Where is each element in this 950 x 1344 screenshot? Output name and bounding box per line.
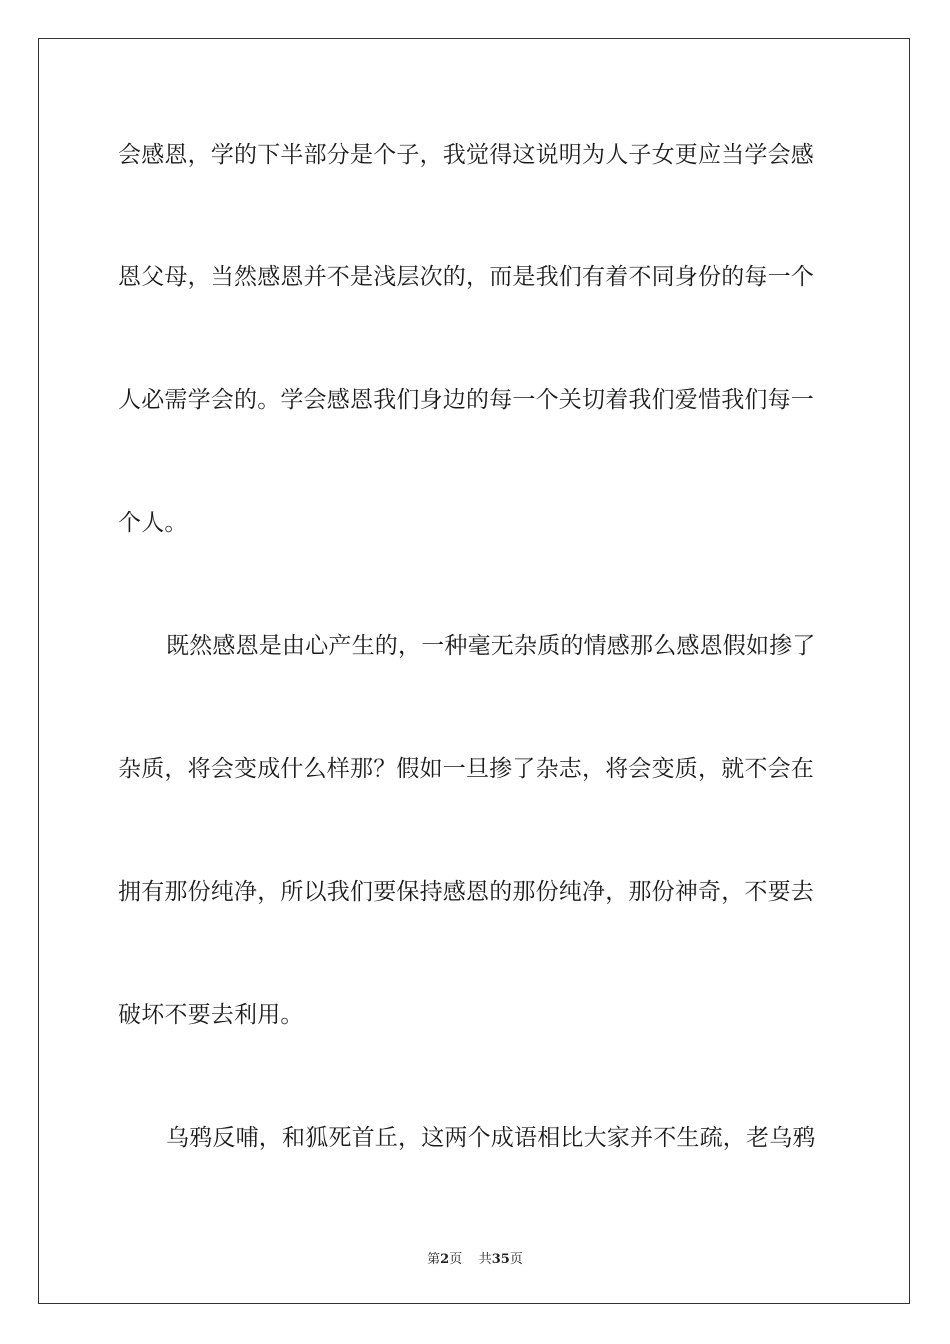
page-prefix: 第 [427,1252,441,1267]
paragraph-line-indented: 乌鸦反哺，和狐死首丘，这两个成语相比大家并不生疏，老乌鸦 [166,1125,816,1151]
page-footer [0,1248,950,1267]
page-suffix: 页 [449,1252,463,1267]
paragraph-line: 破坏不要去利用。 [118,1002,304,1028]
paragraph-line: 人必需学会的。学会感恩我们身边的每一个关切着我们爱惜我们每一 [118,387,814,413]
paragraph-line: 恩父母，当然感恩并不是浅层次的，而是我们有着不同身份的每一个 [118,264,814,290]
page-frame [38,38,910,1304]
paragraph-line: 拥有那份纯净，所以我们要保持感恩的那份纯净，那份神奇，不要去 [118,879,814,905]
paragraph-line: 会感恩，学的下半部分是个子，我觉得这说明为人子女更应当学会感 [118,142,814,168]
paragraph-line-indented: 既然感恩是由心产生的，一种毫无杂质的情感那么感恩假如掺了 [166,633,816,659]
total-pages: 35 [491,1252,510,1267]
paragraph-line: 个人。 [118,510,188,536]
total-prefix: 共 [478,1252,492,1267]
paragraph-line: 杂质，将会变成什么样那？假如一旦掺了杂志，将会变质，就不会在 [118,756,814,782]
total-suffix: 页 [509,1252,523,1267]
page-number: 2 [440,1252,450,1267]
